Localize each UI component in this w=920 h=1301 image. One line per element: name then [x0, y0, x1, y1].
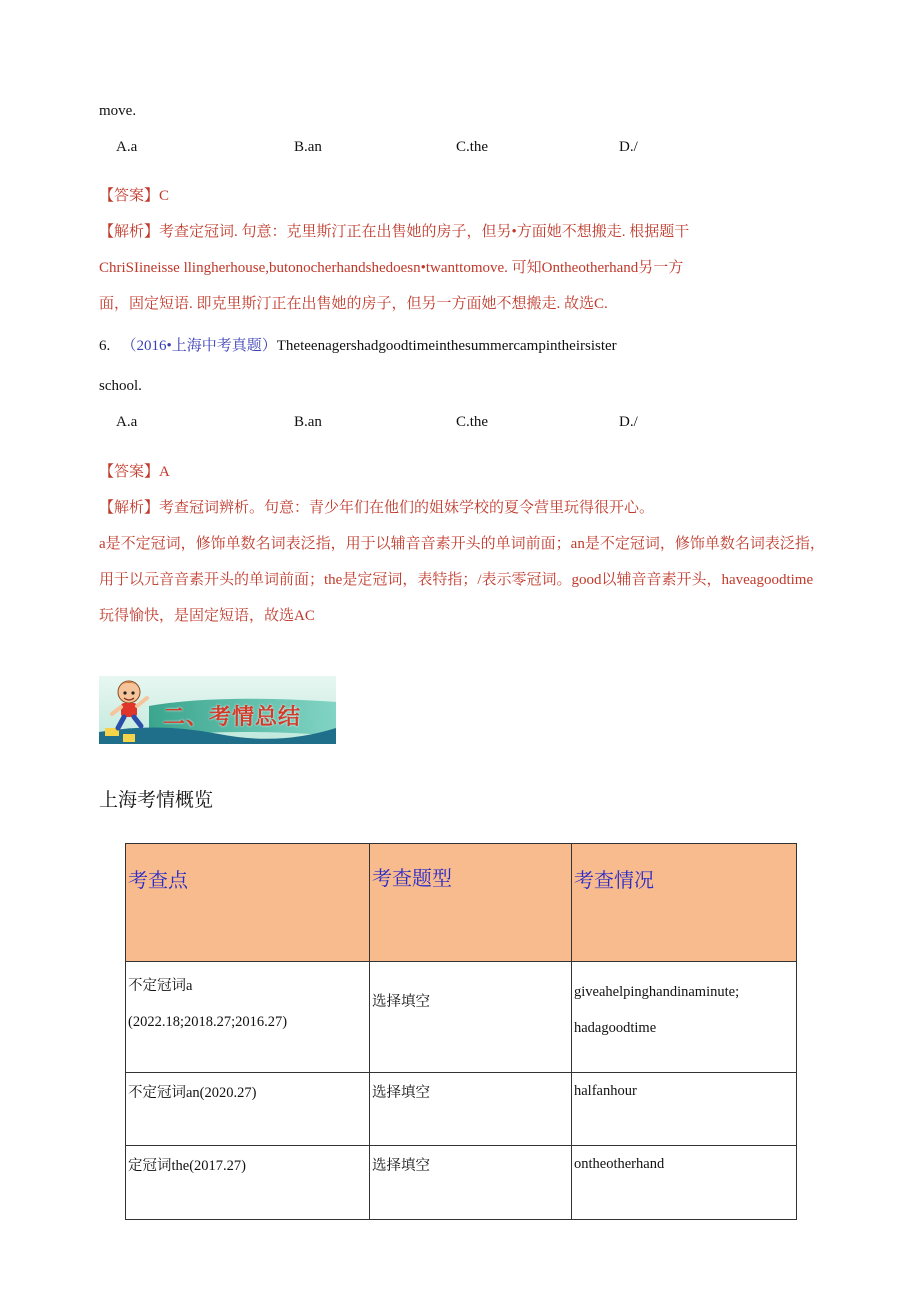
- cell-text: 不定冠词an(2020.27): [128, 1085, 257, 1101]
- q5-analysis-label: 【解析】: [99, 224, 160, 240]
- cell-question-type: 选择填空: [370, 1146, 572, 1220]
- q5-answer: [99, 186, 169, 206]
- q5-option-a: A.a: [116, 139, 138, 155]
- q6-option-d: D./: [619, 414, 638, 430]
- cell-question-type: 选择填空: [370, 1073, 572, 1146]
- section-title: 上海考情概览: [99, 789, 214, 811]
- q6-analysis-text-1: 考查冠词辨析。句意：青少年们在他们的姐妹学校的夏令营里玩得很开心。: [159, 500, 655, 516]
- header-exam-point: 考查点: [126, 844, 370, 962]
- q5-stem-continuation: move.: [99, 103, 137, 119]
- q5-analysis-line-3: 面，固定短语. 即克里斯汀正在出售她的房子，但另一方面她不想搬走. 故选C.: [99, 296, 608, 312]
- cell-text: hadagoodtime: [574, 1020, 657, 1036]
- q6-answer-value: A: [159, 464, 170, 480]
- cell-exam-point: [126, 962, 370, 1073]
- table-row: [126, 1073, 797, 1146]
- q6-analysis-line-1: [99, 498, 654, 518]
- cell-text: ontheotherhand: [574, 1156, 665, 1172]
- q6-answer: [99, 462, 170, 482]
- cell-text: halfanhour: [574, 1083, 637, 1099]
- q5-analysis-line-1: [99, 222, 689, 242]
- cell-exam-point: [126, 1073, 370, 1146]
- q6-stem-continuation: school.: [99, 378, 142, 394]
- q6-answer-label: 【答案】: [99, 464, 160, 480]
- q6-analysis-line-2: a是不定冠词，修饰单数名词表泛指，用于以辅音音素开头的单词前面；an是不定冠词，修饰单数名词表泛指，: [99, 536, 825, 552]
- q5-option-c: C.the: [456, 139, 489, 155]
- q5-answer-label: 【答案】: [99, 188, 160, 204]
- q5-answer-value: C: [159, 188, 170, 204]
- cell-text: giveahelpinghandinaminute;: [574, 984, 740, 1000]
- q6-stem-text: Theteenagershadgoodtimeinthesummercampintheirsister: [276, 338, 617, 354]
- q6-option-b: B.an: [294, 414, 322, 430]
- cell-exam-detail: [572, 1073, 797, 1146]
- cell-exam-point: [126, 1146, 370, 1220]
- cell-exam-detail: [572, 962, 797, 1073]
- banner-title: 二、考情总结: [163, 705, 302, 730]
- q6-number: 6.: [99, 338, 111, 354]
- q5-analysis-text-1: 考查定冠词. 句意：克里斯汀正在出售她的房子，但另•方面她不想搬走. 根据题干: [159, 224, 690, 240]
- q5-option-d: D./: [619, 139, 638, 155]
- q6-option-a: A.a: [116, 414, 138, 430]
- q6-analysis-line-3: 用于以元音音素开头的单词前面；the是定冠词，表特指；/表示零冠词。good以辅音音素开头，haveagoodtime: [99, 572, 814, 588]
- table-row: [126, 1146, 797, 1220]
- q6-analysis-line-4: 玩得愉快，是固定短语，故选AC: [99, 608, 315, 624]
- section-banner: [99, 676, 336, 744]
- table-header-row: [126, 844, 797, 962]
- q5-analysis-line-2: ChriSIineisse llingherhouse,butonocherhandshedoesn•twanttomove. 可知Ontheotherhand另一方: [99, 260, 684, 276]
- cell-question-type: 选择填空: [370, 962, 572, 1073]
- exam-summary-table: [125, 843, 797, 1220]
- cell-text: 不定冠词a: [128, 978, 193, 994]
- cell-exam-detail: [572, 1146, 797, 1220]
- q6-analysis-label: 【解析】: [99, 500, 160, 516]
- header-exam-detail: 考查情况: [572, 844, 797, 962]
- q5-option-b: B.an: [294, 139, 322, 155]
- q6-source: （2016•上海中考真题）: [121, 338, 277, 354]
- q6-stem: [99, 336, 617, 356]
- q6-option-c: C.the: [456, 414, 489, 430]
- header-question-type: 考查题型: [370, 844, 572, 962]
- table-row: [126, 962, 797, 1073]
- cell-text: (2022.18;2018.27;2016.27): [128, 1014, 288, 1030]
- cell-text: 定冠词the(2017.27): [128, 1158, 246, 1174]
